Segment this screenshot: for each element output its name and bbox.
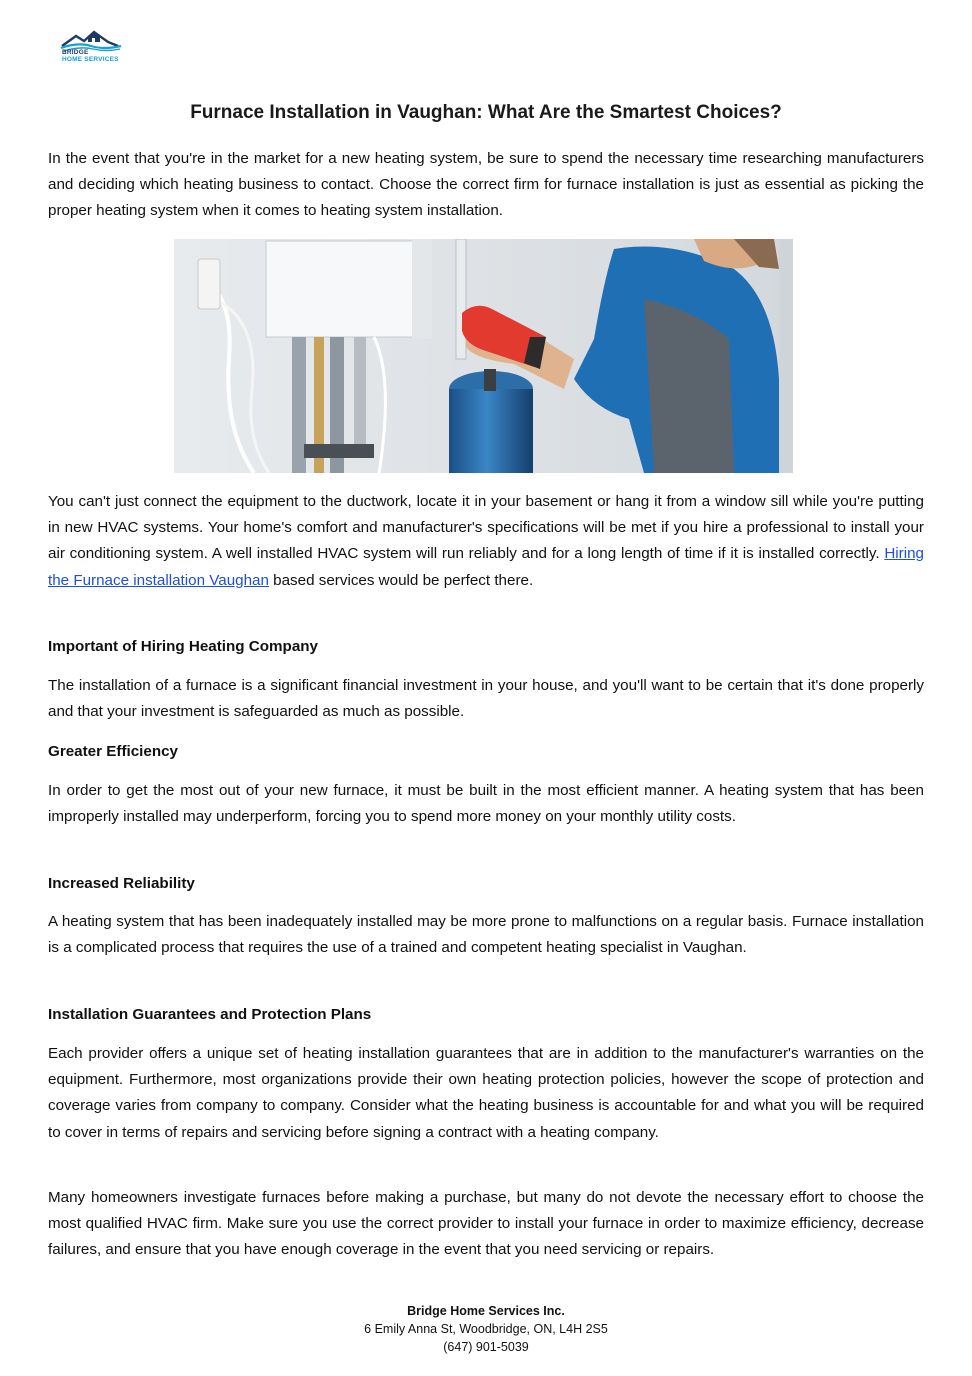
- paragraph-hvac-text-end: based services would be perfect there.: [268, 571, 534, 589]
- paragraph-increased-reliability: A heating system that has been inadequately installed may be more prone to malfunctions on a regular basis. Furnace installation is a complicated process that requires the use of a trained and competent heating specialist in Vaughan.: [48, 913, 924, 957]
- heading-greater-efficiency: Greater Efficiency: [48, 743, 178, 760]
- paragraph-guarantees: Each provider offers a unique set of heating installation guarantees that are in addition to the manufacturer's warranties on the equipment. Furthermore, most organizations provide their own heating protection policies, however the scope of protection and coverage varies from company to company. Consider what the heating business is accountable for and what you will be required to cover in terms of repairs and servicing before signing a contract with a heating company.: [48, 1045, 924, 1141]
- heading-increased-reliability: Increased Reliability: [48, 875, 195, 892]
- paragraph-greater-efficiency: In order to get the most out of your new furnace, it must be built in the most efficient manner. A heating system that has been improperly installed may underperform, forcing you to spend more money on your monthly utility costs.: [48, 782, 924, 826]
- paragraph-hvac-install: [48, 489, 924, 594]
- paragraph-hiring-company: The installation of a furnace is a significant financial investment in your house, and you'll want to be certain that it's done properly and that your investment is safeguarded as much as possible.: [48, 677, 924, 721]
- footer-phone: (647) 901-5039: [443, 1340, 529, 1354]
- bridge-logo-icon[interactable]: [58, 28, 124, 68]
- heading-hiring-company: Important of Hiring Heating Company: [48, 638, 319, 655]
- footer-address: 6 Emily Anna St, Woodbridge, ON, L4H 2S5: [364, 1322, 608, 1336]
- heading-guarantees: Installation Guarantees and Protection Plans: [48, 1006, 372, 1023]
- footer-company: Bridge Home Services Inc.: [407, 1304, 565, 1318]
- paragraph-hvac-text: You can't just connect the equipment to the ductwork, locate it in your basement or hang it from a window sill while you're putting in new HVAC systems. Your home's comfort and manufacturer's specifications will be met if you hire a professional to install your air conditioning system. A well installed HVAC system will run reliably and for a long length of time if it is installed correctly.: [48, 493, 924, 563]
- furnace-installation-vaughan-link[interactable]: Hiring the Furnace installation Vaughan: [48, 545, 924, 589]
- logo-line1: BRIDGE: [62, 49, 89, 56]
- logo-line2: HOME SERVICES: [62, 56, 119, 63]
- intro-paragraph: In the event that you're in the market for a new heating system, be sure to spend the necessary time researching manufacturers and deciding which heating business to contact. Choose the correct firm for furnace installation is just as essential as picking the proper heating system when it comes to heating system installation.: [48, 150, 924, 220]
- closing-paragraph: Many homeowners investigate furnaces before making a purchase, but many do not devote the necessary effort to choose the most qualified HVAC firm. Make sure you use the correct provider to install your furnace in order to maximize efficiency, decrease failures, and ensure that you have enough coverage in the event that you need servicing or repairs.: [48, 1189, 924, 1259]
- footer: [0, 1302, 972, 1356]
- page-title: Furnace Installation in Vaughan: What Are the Smartest Choices?: [190, 102, 782, 123]
- technician-furnace-photo: [174, 239, 793, 473]
